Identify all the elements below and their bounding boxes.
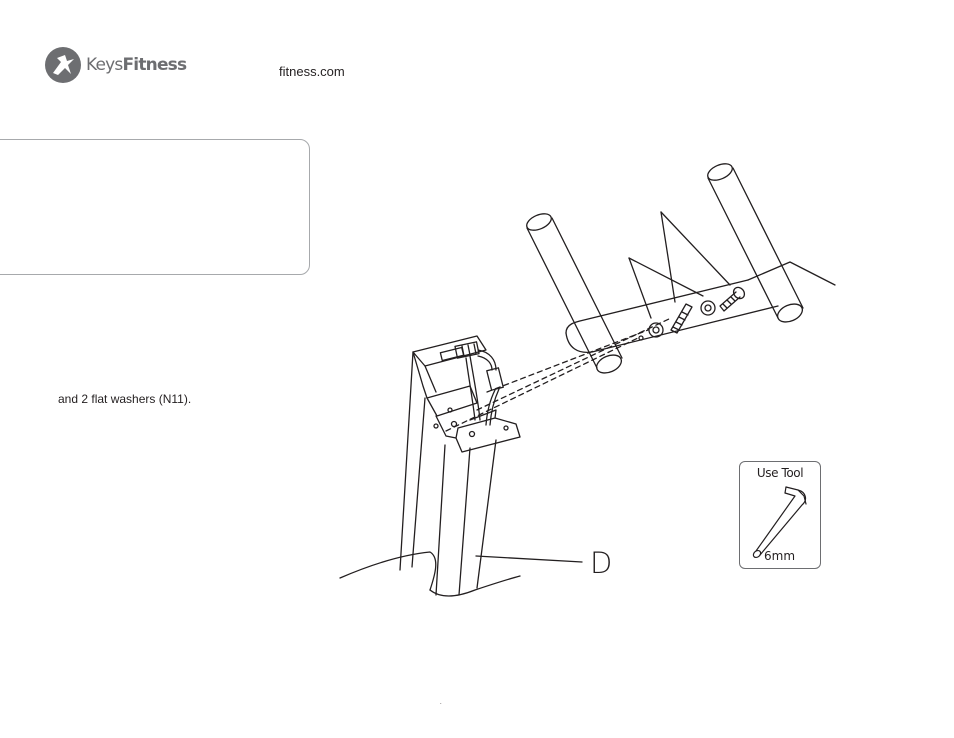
website-url: fitness.com (279, 64, 345, 79)
brand-wordmark-bold: Fitness (122, 55, 187, 75)
brand-wordmark-light: Keys (86, 55, 123, 75)
tool-title: Use Tool (756, 466, 804, 480)
step-instruction-text: and 2 flat washers (N11). (58, 392, 192, 406)
callout-leaders (476, 212, 730, 562)
tool-size: 6mm (764, 549, 796, 563)
part-label-d: D (590, 546, 613, 580)
mounting-bracket (413, 336, 520, 452)
page-marker: . (440, 700, 442, 706)
tool-callout (739, 461, 821, 569)
frame-post (340, 352, 520, 596)
right-handle-grip (705, 160, 805, 325)
